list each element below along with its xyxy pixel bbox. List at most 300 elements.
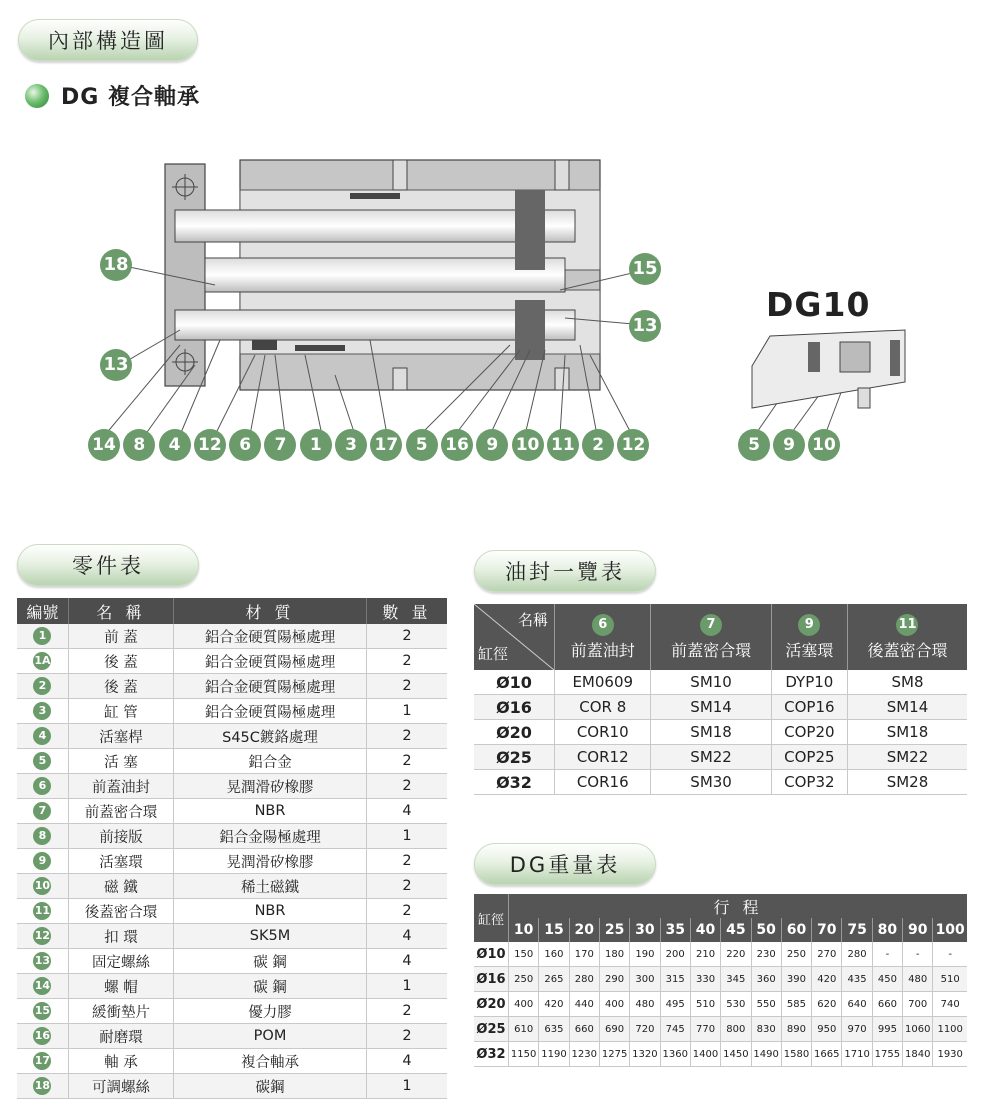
part-qty: 4 [366, 949, 447, 974]
part-number-badge: 2 [33, 677, 51, 695]
part-number-badge: 14 [33, 977, 51, 995]
weight-cell: 250 [781, 942, 811, 967]
parts-no-cell [17, 974, 68, 999]
section-title-weight: DG重量表 [474, 843, 656, 885]
part-name: 軸 承 [68, 1049, 173, 1074]
weight-cell: 280 [842, 942, 872, 967]
parts-no-cell [17, 899, 68, 924]
parts-no-cell [17, 649, 68, 674]
parts-no-cell [17, 724, 68, 749]
seal-row [474, 670, 967, 695]
parts-row [17, 899, 447, 924]
part-name: 活 塞 [68, 749, 173, 774]
part-material: 鋁合金硬質陽極處理 [174, 674, 367, 699]
weight-cell: 640 [842, 992, 872, 1017]
seal-col-label: 前蓋密合環 [671, 640, 752, 660]
parts-row [17, 1074, 447, 1099]
parts-row [17, 1049, 447, 1074]
seal-col-number: 9 [798, 614, 820, 636]
seal-col-9 [771, 604, 847, 670]
seal-row [474, 745, 967, 770]
part-qty: 4 [366, 924, 447, 949]
part-material: S45C鍍鉻處理 [174, 724, 367, 749]
part-name: 前接版 [68, 824, 173, 849]
parts-no-cell [17, 874, 68, 899]
weight-cell: 150 [509, 942, 539, 967]
weight-row [474, 992, 967, 1017]
part-name: 固定螺絲 [68, 949, 173, 974]
section-title-structure: 內部構造圖 [18, 19, 198, 61]
part-material: 晃潤滑矽橡膠 [174, 774, 367, 799]
weight-cell: 480 [630, 992, 660, 1017]
stroke-value: 80 [872, 918, 902, 942]
part-material: 複合軸承 [174, 1049, 367, 1074]
weight-cell: 740 [933, 992, 967, 1017]
product-name: DG 複合軸承 [61, 85, 200, 110]
callout-bubble: 6 [229, 429, 261, 461]
weight-cell: 200 [660, 942, 690, 967]
parts-no-cell [17, 799, 68, 824]
part-number-badge: 3 [33, 702, 51, 720]
part-qty: 1 [366, 824, 447, 849]
weight-cell: 315 [660, 967, 690, 992]
parts-no-cell [17, 699, 68, 724]
seal-cell: SM18 [651, 720, 771, 745]
part-name: 後 蓋 [68, 674, 173, 699]
parts-row [17, 749, 447, 774]
section-title-seals: 油封一覽表 [474, 550, 656, 592]
part-material: 鋁合金硬質陽極處理 [174, 649, 367, 674]
part-material: SK5M [174, 924, 367, 949]
callout-bubble: 8 [123, 429, 155, 461]
callout-bubble: 1 [300, 429, 332, 461]
seal-cell: SM22 [651, 745, 771, 770]
part-number-badge: 13 [33, 952, 51, 970]
stroke-value: 90 [903, 918, 933, 942]
seal-row [474, 720, 967, 745]
seal-row [474, 770, 967, 795]
weight-stroke-values-row [474, 918, 967, 942]
weight-cell: 995 [872, 1017, 902, 1042]
seal-cell: COP32 [771, 770, 847, 795]
product-subtitle [25, 80, 200, 111]
weight-row [474, 1042, 967, 1067]
seal-cell: SM10 [651, 670, 771, 695]
parts-row [17, 799, 447, 824]
seal-cell: COR12 [555, 745, 651, 770]
parts-row [17, 949, 447, 974]
weight-table [474, 894, 967, 1067]
seal-cell: SM14 [847, 695, 967, 720]
weight-bore: Ø20 [474, 992, 509, 1017]
callout-bubble: 17 [370, 429, 402, 461]
seal-corner [474, 604, 555, 670]
seal-cell: COR 8 [555, 695, 651, 720]
stroke-value: 70 [812, 918, 842, 942]
weight-cell: 1360 [660, 1042, 690, 1067]
part-number-badge: 12 [33, 927, 51, 945]
corner-bottom-label: 缸徑 [478, 645, 509, 663]
seal-header-row [474, 604, 967, 670]
part-name: 扣 環 [68, 924, 173, 949]
weight-cell: 400 [509, 992, 539, 1017]
seal-cell: COR10 [555, 720, 651, 745]
seal-col-number: 6 [592, 614, 614, 636]
weight-cell: 970 [842, 1017, 872, 1042]
weight-cell: 495 [660, 992, 690, 1017]
stroke-value: 10 [509, 918, 539, 942]
weight-cell: - [872, 942, 902, 967]
part-qty: 2 [366, 999, 447, 1024]
stroke-value: 60 [781, 918, 811, 942]
weight-cell: 1840 [903, 1042, 933, 1067]
stroke-value: 30 [630, 918, 660, 942]
weight-bore: Ø16 [474, 967, 509, 992]
part-number-badge: 10 [33, 877, 51, 895]
weight-cell: 220 [721, 942, 751, 967]
stroke-value: 35 [660, 918, 690, 942]
callout-bubble: 12 [194, 429, 226, 461]
weight-cell: 420 [539, 992, 569, 1017]
seal-col-number: 7 [700, 614, 722, 636]
weight-cell: - [903, 942, 933, 967]
part-number-badge: 8 [33, 827, 51, 845]
weight-cell: 170 [569, 942, 599, 967]
part-number-badge: 16 [33, 1027, 51, 1045]
parts-row [17, 649, 447, 674]
part-name: 前蓋密合環 [68, 799, 173, 824]
part-qty: 4 [366, 1049, 447, 1074]
part-qty: 2 [366, 724, 447, 749]
part-number-badge: 5 [33, 752, 51, 770]
seal-cell: SM14 [651, 695, 771, 720]
part-number-badge: 1A [33, 652, 51, 670]
part-qty: 2 [366, 874, 447, 899]
part-number-badge: 4 [33, 727, 51, 745]
parts-no-cell [17, 1074, 68, 1099]
corner-top-label: 名稱 [517, 611, 548, 629]
weight-cell: 660 [569, 1017, 599, 1042]
seal-bore: Ø10 [474, 670, 555, 695]
parts-row [17, 974, 447, 999]
weight-bore: Ø32 [474, 1042, 509, 1067]
weight-cell: 190 [630, 942, 660, 967]
callout-bubble: 5 [738, 429, 770, 461]
seal-col-label: 活塞環 [785, 640, 834, 660]
weight-cell: 700 [903, 992, 933, 1017]
weight-cell: 1400 [690, 1042, 720, 1067]
part-name: 活塞環 [68, 849, 173, 874]
parts-row [17, 724, 447, 749]
part-name: 可調螺絲 [68, 1074, 173, 1099]
weight-cell: 390 [781, 967, 811, 992]
callout-bubble: 5 [406, 429, 438, 461]
part-name: 後蓋密合環 [68, 899, 173, 924]
callout-bubble: 12 [617, 429, 649, 461]
weight-cell: 950 [812, 1017, 842, 1042]
parts-no-cell [17, 924, 68, 949]
stroke-value: 50 [751, 918, 781, 942]
weight-cell: 450 [872, 967, 902, 992]
parts-row [17, 999, 447, 1024]
seal-cell: COP25 [771, 745, 847, 770]
parts-no-cell [17, 824, 68, 849]
weight-cell: 480 [903, 967, 933, 992]
weight-cell: 1320 [630, 1042, 660, 1067]
callout-13-right: 13 [629, 310, 661, 342]
part-material: 鋁合金 [174, 749, 367, 774]
section-title-parts: 零件表 [17, 544, 199, 586]
weight-cell: 180 [599, 942, 629, 967]
part-material: 鋁合金硬質陽極處理 [174, 624, 367, 649]
callout-bubble: 10 [512, 429, 544, 461]
callout-row-main [88, 429, 649, 461]
weight-cell: 660 [872, 992, 902, 1017]
callout-bubble: 11 [547, 429, 579, 461]
part-name: 緩衝墊片 [68, 999, 173, 1024]
part-name: 缸 管 [68, 699, 173, 724]
weight-bore: Ø25 [474, 1017, 509, 1042]
part-qty: 2 [366, 674, 447, 699]
parts-row [17, 849, 447, 874]
weight-cell: 610 [509, 1017, 539, 1042]
seal-cell: COP16 [771, 695, 847, 720]
part-number-badge: 15 [33, 1002, 51, 1020]
weight-row [474, 1017, 967, 1042]
detail-model-label: DG10 [766, 285, 871, 324]
weight-cell: 400 [599, 992, 629, 1017]
seal-bore: Ø32 [474, 770, 555, 795]
weight-cell: 510 [933, 967, 967, 992]
weight-cell: 280 [569, 967, 599, 992]
part-qty: 1 [366, 699, 447, 724]
weight-cell: 585 [781, 992, 811, 1017]
weight-cell: 345 [721, 967, 751, 992]
weight-cell: 620 [812, 992, 842, 1017]
callout-bubble: 2 [582, 429, 614, 461]
col-header-no: 編號 [17, 598, 68, 624]
parts-no-cell [17, 999, 68, 1024]
weight-cell: 510 [690, 992, 720, 1017]
seal-table [474, 604, 967, 795]
weight-cell: 1665 [812, 1042, 842, 1067]
callout-bubble: 14 [88, 429, 120, 461]
part-material: 碳 鋼 [174, 974, 367, 999]
parts-row [17, 774, 447, 799]
part-material: 稀土磁鐵 [174, 874, 367, 899]
callout-bubble: 7 [264, 429, 296, 461]
part-material: NBR [174, 799, 367, 824]
stroke-value: 45 [721, 918, 751, 942]
parts-row [17, 1024, 447, 1049]
seal-cell: SM28 [847, 770, 967, 795]
parts-no-cell [17, 624, 68, 649]
parts-no-cell [17, 774, 68, 799]
part-qty: 1 [366, 974, 447, 999]
weight-header-row-1 [474, 894, 967, 918]
weight-cell: 530 [721, 992, 751, 1017]
part-material: 晃潤滑矽橡膠 [174, 849, 367, 874]
weight-cell: 300 [630, 967, 660, 992]
part-material: 碳鋼 [174, 1074, 367, 1099]
part-material: 優力膠 [174, 999, 367, 1024]
parts-row [17, 924, 447, 949]
weight-cell: 250 [509, 967, 539, 992]
weight-cell: 770 [690, 1017, 720, 1042]
weight-bore: Ø10 [474, 942, 509, 967]
weight-cell: 290 [599, 967, 629, 992]
part-material: NBR [174, 899, 367, 924]
part-name: 磁 鐵 [68, 874, 173, 899]
part-number-badge: 7 [33, 802, 51, 820]
weight-cell: 550 [751, 992, 781, 1017]
weight-cell: 1060 [903, 1017, 933, 1042]
weight-cell: 1580 [781, 1042, 811, 1067]
part-qty: 2 [366, 899, 447, 924]
part-qty: 2 [366, 649, 447, 674]
weight-cell: 210 [690, 942, 720, 967]
stroke-value: 25 [599, 918, 629, 942]
weight-cell: 160 [539, 942, 569, 967]
weight-cell: 1710 [842, 1042, 872, 1067]
stroke-value: 40 [690, 918, 720, 942]
part-qty: 4 [366, 799, 447, 824]
parts-row [17, 824, 447, 849]
part-number-badge: 1 [33, 627, 51, 645]
weight-cell: 265 [539, 967, 569, 992]
seal-col-11 [847, 604, 967, 670]
weight-cell: 1450 [721, 1042, 751, 1067]
weight-stroke-header: 行 程 [509, 894, 968, 918]
weight-cell: 330 [690, 967, 720, 992]
part-number-badge: 6 [33, 777, 51, 795]
parts-table [17, 598, 447, 1099]
parts-no-cell [17, 849, 68, 874]
part-name: 活塞桿 [68, 724, 173, 749]
part-name: 前蓋油封 [68, 774, 173, 799]
callout-18: 18 [100, 249, 132, 281]
part-qty: 2 [366, 849, 447, 874]
parts-no-cell [17, 674, 68, 699]
stroke-value: 20 [569, 918, 599, 942]
part-name: 後 蓋 [68, 649, 173, 674]
seal-cell: SM18 [847, 720, 967, 745]
col-header-material: 材 質 [174, 598, 367, 624]
part-material: 鋁合金硬質陽極處理 [174, 699, 367, 724]
stroke-value: 75 [842, 918, 872, 942]
seal-cell: COP20 [771, 720, 847, 745]
callout-bubble: 9 [773, 429, 805, 461]
weight-cell: 635 [539, 1017, 569, 1042]
seal-bore: Ø20 [474, 720, 555, 745]
weight-cell: 1150 [509, 1042, 539, 1067]
callout-bubble: 10 [808, 429, 840, 461]
col-header-name: 名 稱 [68, 598, 173, 624]
seal-col-number: 11 [896, 614, 918, 636]
parts-header-row [17, 598, 447, 624]
seal-cell: COR16 [555, 770, 651, 795]
seal-col-7 [651, 604, 771, 670]
parts-no-cell [17, 749, 68, 774]
weight-cell: 435 [842, 967, 872, 992]
part-qty: 2 [366, 774, 447, 799]
part-qty: 2 [366, 1024, 447, 1049]
part-name: 螺 帽 [68, 974, 173, 999]
col-header-qty: 數 量 [366, 598, 447, 624]
part-name: 前 蓋 [68, 624, 173, 649]
weight-cell: 1930 [933, 1042, 967, 1067]
callout-bubble: 3 [335, 429, 367, 461]
part-qty: 2 [366, 749, 447, 774]
parts-no-cell [17, 949, 68, 974]
parts-row [17, 624, 447, 649]
callout-row-detail [738, 429, 840, 461]
callout-bubble: 4 [159, 429, 191, 461]
weight-cell: 690 [599, 1017, 629, 1042]
weight-cell: 745 [660, 1017, 690, 1042]
part-material: 碳 鋼 [174, 949, 367, 974]
weight-cell: 270 [812, 942, 842, 967]
weight-cell: 1490 [751, 1042, 781, 1067]
seal-cell: SM22 [847, 745, 967, 770]
weight-cell: 890 [781, 1017, 811, 1042]
seal-cell: EM0609 [555, 670, 651, 695]
seal-row [474, 695, 967, 720]
seal-bore: Ø25 [474, 745, 555, 770]
part-material: 鋁合金陽極處理 [174, 824, 367, 849]
seal-bore: Ø16 [474, 695, 555, 720]
stroke-value: 100 [933, 918, 967, 942]
stroke-value: 15 [539, 918, 569, 942]
parts-no-cell [17, 1024, 68, 1049]
part-name: 耐磨環 [68, 1024, 173, 1049]
weight-cell: - [933, 942, 967, 967]
part-number-badge: 18 [33, 1077, 51, 1095]
callout-bubble: 9 [476, 429, 508, 461]
weight-cell: 800 [721, 1017, 751, 1042]
seal-col-label: 前蓋油封 [570, 640, 635, 660]
weight-cell: 830 [751, 1017, 781, 1042]
part-number-badge: 17 [33, 1052, 51, 1070]
parts-row [17, 874, 447, 899]
part-qty: 1 [366, 1074, 447, 1099]
weight-cell: 230 [751, 942, 781, 967]
parts-no-cell [17, 1049, 68, 1074]
weight-cell: 1755 [872, 1042, 902, 1067]
weight-row [474, 967, 967, 992]
seal-cell: DYP10 [771, 670, 847, 695]
part-qty: 2 [366, 624, 447, 649]
part-material: POM [174, 1024, 367, 1049]
weight-cell: 1230 [569, 1042, 599, 1067]
weight-row [474, 942, 967, 967]
parts-row [17, 674, 447, 699]
weight-cell: 1190 [539, 1042, 569, 1067]
weight-bore-header: 缸徑 [474, 894, 509, 942]
callout-bubble: 16 [441, 429, 473, 461]
weight-cell: 360 [751, 967, 781, 992]
seal-cell: SM8 [847, 670, 967, 695]
part-number-badge: 11 [33, 902, 51, 920]
cylinder-cross-section-diagram [0, 130, 990, 610]
bullet-icon [25, 84, 49, 108]
callout-15: 15 [629, 253, 661, 285]
seal-cell: SM30 [651, 770, 771, 795]
weight-cell: 720 [630, 1017, 660, 1042]
weight-cell: 440 [569, 992, 599, 1017]
weight-cell: 1275 [599, 1042, 629, 1067]
parts-row [17, 699, 447, 724]
